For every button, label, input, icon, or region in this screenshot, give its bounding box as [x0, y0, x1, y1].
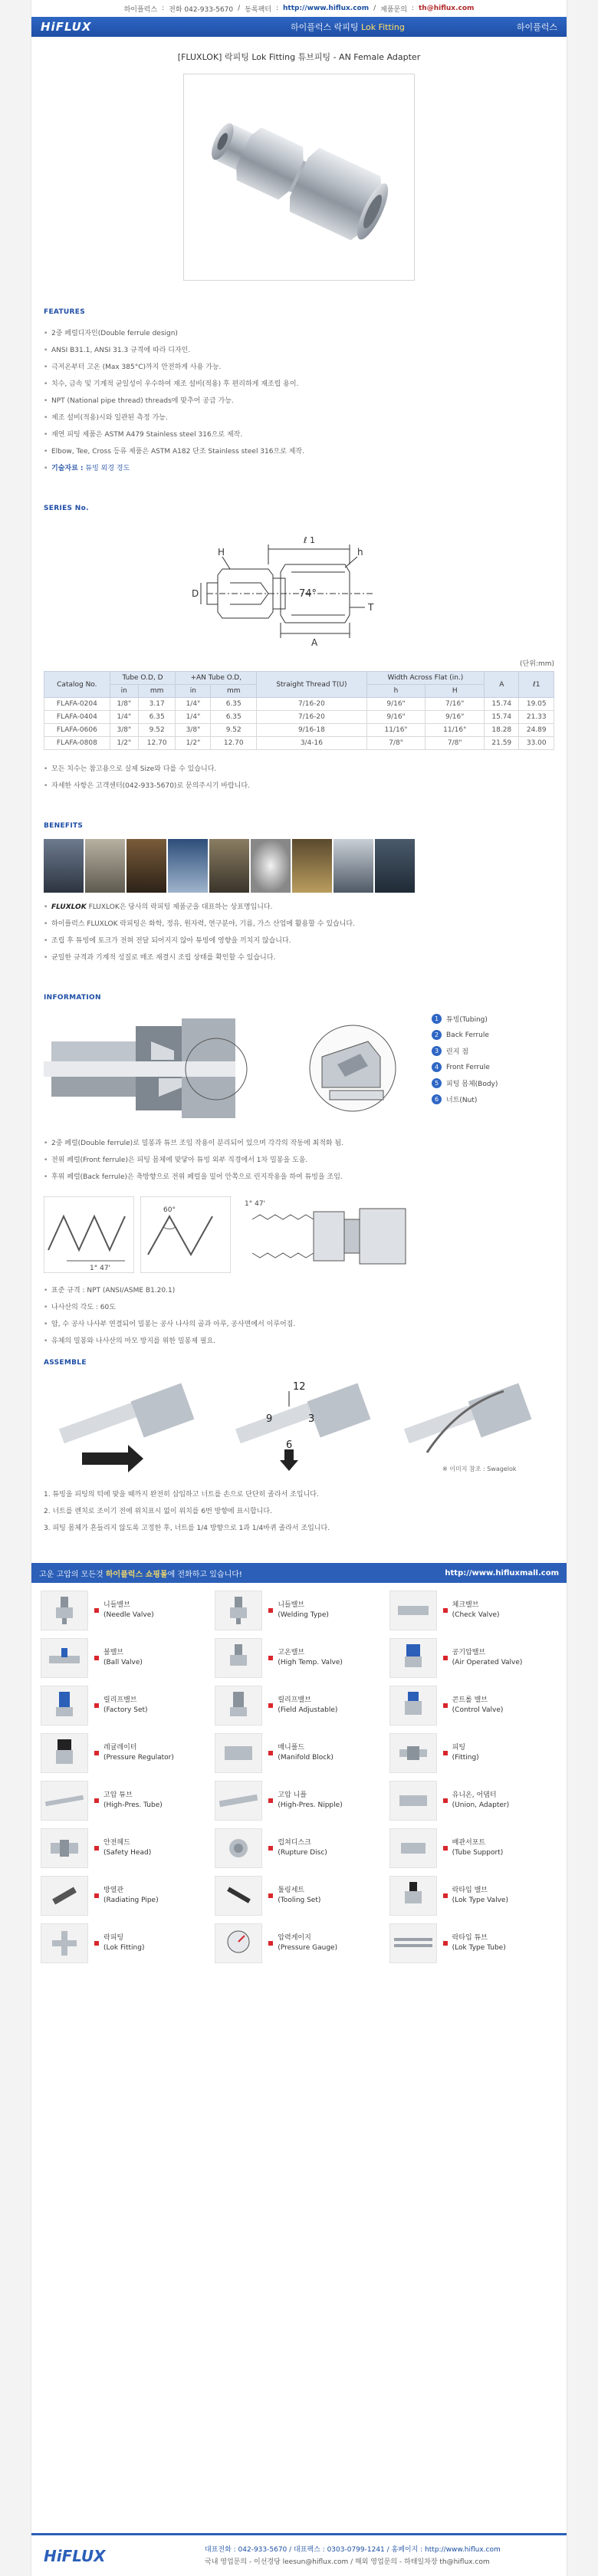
info-item: • 2중 페럴(Double ferrule)로 밀봉과 튜브 조임 작용이 분리되어 있으며 각각의 작동에 최적화 됨.	[44, 1135, 554, 1152]
product-tile[interactable]	[41, 1637, 209, 1679]
label-angle: 74°	[299, 588, 317, 600]
cell: 1/2"	[176, 737, 211, 750]
cell: 12.70	[138, 737, 176, 750]
red-marker-icon	[443, 1703, 448, 1708]
product-name: 방열관	[104, 1887, 124, 1894]
product-name-en: (Fitting)	[452, 1754, 479, 1762]
product-name-en: (Union, Adapter)	[452, 1801, 510, 1809]
assembly-steps-drawing	[44, 1376, 556, 1476]
angle-label-2: 60°	[163, 1206, 176, 1214]
cell: 11/16"	[366, 724, 426, 737]
product-tile[interactable]	[389, 1779, 557, 1822]
product-name-en: (High Temp. Valve)	[278, 1659, 343, 1666]
cell: 3/8"	[176, 724, 211, 737]
table-row	[44, 711, 554, 724]
cell: 9.52	[138, 724, 176, 737]
footer-contact: 대표전화 : 042-933-5670 / 대표팩스 : 0303-0799-1241 / 홈페이지 : http://www.hiflux.com	[205, 2545, 501, 2554]
red-marker-icon	[268, 1846, 273, 1851]
product-name-en: (Tooling Set)	[278, 1897, 321, 1904]
red-marker-icon	[268, 1703, 273, 1708]
spec-table	[44, 671, 554, 750]
feature-item: • 치수, 금속 및 기계적 균일성이 우수하여 재조 설비(적용) 후 편리하게 재조립 용이.	[44, 376, 554, 393]
product-name: 공기압밸브	[452, 1649, 486, 1656]
cell: 1/4"	[176, 711, 211, 724]
legend-number: 2	[432, 1030, 442, 1040]
th-an: +AN Tube O.D,	[176, 672, 257, 685]
table-row	[44, 698, 554, 711]
series-note: • 모든 치수는 참고용으로 실제 Size와 다를 수 있습니다.	[44, 761, 554, 778]
topbar-email-link[interactable]: th@hiflux.com	[419, 5, 475, 12]
assemble-step: 2. 너트를 렌치로 조이기 전에 위치표시 없이 위치를 6번 방향에 표시합니다.	[44, 1508, 272, 1515]
information-heading: INFORMATION	[44, 994, 101, 1002]
cell: 9/16-18	[257, 724, 367, 737]
label-H: H	[218, 547, 225, 558]
th-sub: in	[176, 685, 211, 698]
benefit-item: • 균일한 규격과 기계적 성질로 매조 재결시 조립 상태를 확인할 수 있습니다.	[44, 949, 554, 966]
option-value-link[interactable]: 튜빙 외경 경도	[85, 465, 130, 472]
cell: FLAFA-0808	[44, 737, 110, 750]
product-name-en: (Field Adjustable)	[278, 1706, 338, 1714]
legend-number: 3	[432, 1046, 442, 1056]
product-name: 니들밸브	[278, 1601, 305, 1609]
legend-label: 린지 점	[446, 1048, 468, 1056]
an-female-adapter-photo	[184, 74, 414, 280]
assemble-step: 3. 피팅 몸체가 흔들리지 않도록 고정한 후, 너트를 1/4 방향으로 1과 1/4바퀴 졸라서 조입니다.	[44, 1525, 330, 1532]
benefit-item	[44, 899, 554, 916]
product-name: 니들밸브	[104, 1601, 130, 1609]
cell: 24.89	[519, 724, 554, 737]
product-name-en: (Lok Type Tube)	[452, 1944, 506, 1952]
assemble-heading: ASSEMBLE	[44, 1359, 87, 1367]
product-name-en: (Pressure Regulator)	[104, 1754, 174, 1762]
red-marker-icon	[94, 1798, 99, 1803]
cell: FLAFA-0404	[44, 711, 110, 724]
red-marker-icon	[94, 1893, 99, 1898]
product-name: 배관서포트	[452, 1839, 486, 1847]
product-tile[interactable]	[215, 1874, 383, 1917]
product-thumbnail	[215, 1733, 262, 1773]
header-bar	[31, 17, 567, 37]
ferrule-detail-drawing	[307, 1011, 399, 1126]
th-l1: ℓ1	[519, 672, 554, 698]
red-marker-icon	[94, 1703, 99, 1708]
red-marker-icon	[268, 1751, 273, 1755]
product-name: 락타입 밸브	[452, 1887, 488, 1894]
cell: 6.35	[211, 711, 257, 724]
product-thumbnail	[389, 1781, 437, 1821]
product-tile[interactable]	[41, 1732, 209, 1775]
product-grid	[31, 1583, 567, 1971]
thread-60deg-drawing	[140, 1196, 231, 1273]
cell: 12.70	[211, 737, 257, 750]
cell: 33.00	[519, 737, 554, 750]
page-title: [FLUXLOK] 락피팅 Lok Fitting 튜브피팅 - AN Female Adapter	[177, 52, 421, 62]
product-name: 럽쳐디스크	[278, 1839, 311, 1847]
angle-label-1: 1° 47'	[90, 1265, 111, 1272]
product-name-en: (Rupture Disc)	[278, 1849, 327, 1857]
product-name-en: (Control Valve)	[452, 1706, 504, 1714]
benefit-text: FLUXLOK은 당사의 락피팅 제품군을 대표하는 상표명입니다.	[88, 903, 273, 911]
th-sub: h	[366, 685, 426, 698]
product-thumbnail	[389, 1686, 437, 1726]
product-tile[interactable]	[389, 1637, 557, 1679]
cell: 7/8"	[426, 737, 485, 750]
info-item: • 후위 페럴(Back ferrule)은 축방향으로 전위 페럴을 밀어 안쪽으로 린지작용을 하여 튜빙을 조임.	[44, 1169, 554, 1186]
product-name-en: (Tube Support)	[452, 1849, 504, 1857]
th-catalog: Catalog No.	[44, 672, 110, 698]
product-tile[interactable]	[215, 1827, 383, 1870]
npt-fitting-drawing	[237, 1196, 421, 1273]
product-name: 안전헤드	[104, 1839, 130, 1847]
features-heading: FEATURES	[44, 308, 85, 316]
cell: 3/8"	[110, 724, 138, 737]
product-thumbnail	[41, 1686, 88, 1726]
product-thumbnail	[389, 1828, 437, 1868]
red-marker-icon	[94, 1751, 99, 1755]
red-marker-icon	[443, 1846, 448, 1851]
product-tile[interactable]	[389, 1827, 557, 1870]
legend-number: 6	[432, 1094, 442, 1104]
label-A: A	[311, 637, 318, 648]
feature-item: • ANSI B31.1, ANSI 31.3 규격에 따라 디자인.	[44, 342, 554, 359]
cell: 9.52	[211, 724, 257, 737]
product-thumbnail	[389, 1638, 437, 1678]
product-thumbnail	[41, 1591, 88, 1630]
banner-brand: 하이플럭스 쇼핑몰	[105, 1570, 168, 1579]
product-tile[interactable]	[389, 1732, 557, 1775]
red-marker-icon	[268, 1893, 273, 1898]
product-name: 고온밸브	[278, 1649, 305, 1656]
cell: 1/8"	[110, 698, 138, 711]
cell: 7/16-20	[257, 711, 367, 724]
th-sub: H	[426, 685, 485, 698]
cell: 9/16"	[426, 711, 485, 724]
red-marker-icon	[443, 1893, 448, 1898]
product-thumbnail	[215, 1638, 262, 1678]
product-name: 콘트롤 밸브	[452, 1696, 488, 1704]
topbar-brand: 하이플럭스	[123, 5, 158, 14]
thread-item: • 나사산의 각도 : 60도	[44, 1299, 554, 1316]
assemble-section	[31, 1359, 567, 1537]
thread-item: • 유체의 밀봉와 나사산의 마모 방지를 위한 밀봉제 필요.	[44, 1333, 554, 1350]
mall-url-link[interactable]: http://www.hifluxmall.com	[445, 1568, 559, 1578]
legend-item	[432, 1027, 554, 1043]
th-waf: Width Across Flat (in.)	[366, 672, 484, 685]
th-sub: mm	[138, 685, 176, 698]
cell: 3.17	[138, 698, 176, 711]
series-section	[31, 505, 567, 795]
product-name-en: (Air Operated Valve)	[452, 1659, 523, 1666]
product-name: 락피팅	[104, 1934, 124, 1942]
cell: 9/16"	[366, 711, 426, 724]
cell: 15.74	[485, 698, 519, 711]
legend-item	[432, 1059, 554, 1075]
cell: 7/16-20	[257, 698, 367, 711]
component-legend	[432, 1011, 554, 1107]
red-marker-icon	[268, 1798, 273, 1803]
product-name: 피팅	[452, 1744, 466, 1752]
label-h: h	[357, 547, 363, 558]
footer-logo[interactable]: HiFLUX	[44, 2546, 106, 2565]
page	[31, 0, 567, 2576]
cell: FLAFA-0204	[44, 698, 110, 711]
product-image	[183, 74, 415, 281]
product-name: 고압 튜브	[104, 1791, 133, 1799]
thread-item: • 표준 규격 : NPT (ANSI/ASME B1.20.1)	[44, 1282, 554, 1299]
product-name-en: (Radiating Pipe)	[104, 1897, 159, 1904]
product-thumbnail	[215, 1781, 262, 1821]
product-thumbnail	[215, 1828, 262, 1868]
header-brand-link[interactable]: 하이플럭스	[516, 22, 557, 32]
benefit-item: • 하이플럭스 FLUXLOK 락피팅은 화학, 정유, 원자력, 연구분야, 기름, 가스 산업에 활용할 수 있습니다.	[44, 916, 554, 933]
product-thumbnail	[215, 1876, 262, 1916]
information-section	[31, 994, 567, 1350]
label-D: D	[192, 588, 199, 599]
product-tile[interactable]	[389, 1684, 557, 1727]
red-marker-icon	[268, 1608, 273, 1613]
footer	[31, 2533, 567, 2576]
product-tile[interactable]	[41, 1922, 209, 1965]
cell: 1/4"	[110, 711, 138, 724]
dimension-drawing	[192, 521, 406, 652]
product-thumbnail	[41, 1876, 88, 1916]
benefits-heading: BENEFITS	[44, 822, 84, 830]
th-tube: Tube O.D, D	[110, 672, 176, 685]
cell: 7/16"	[426, 698, 485, 711]
product-name-en: (High-Pres. Nipple)	[278, 1801, 343, 1809]
th-thread: Straight Thread T(U)	[257, 672, 367, 698]
th-sub: in	[110, 685, 138, 698]
product-name: 릴리프밸브	[278, 1696, 311, 1704]
legend-label: 튜빙(Tubing)	[446, 1016, 488, 1024]
product-tile[interactable]	[215, 1779, 383, 1822]
product-tile[interactable]	[41, 1589, 209, 1632]
product-name-en: (Factory Set)	[104, 1706, 148, 1714]
product-name-en: (Welding Type)	[278, 1611, 329, 1619]
topbar-url-link[interactable]: http://www.hiflux.com	[283, 5, 370, 12]
product-tile[interactable]	[215, 1589, 383, 1632]
clock-9: 9	[266, 1413, 273, 1425]
legend-number: 5	[432, 1078, 442, 1088]
benefits-section	[31, 822, 567, 966]
legend-item	[432, 1011, 554, 1027]
product-name-en: (Safety Head)	[104, 1849, 152, 1857]
product-name-en: (Lok Type Valve)	[452, 1897, 508, 1904]
label-l1: ℓ 1	[304, 535, 316, 545]
cell: 3/4-16	[257, 737, 367, 750]
industry-photo	[127, 839, 166, 893]
legend-item	[432, 1091, 554, 1107]
topbar-fax: 동록팩터	[245, 5, 271, 14]
legend-label: Front Ferrule	[446, 1063, 490, 1071]
product-tile[interactable]	[215, 1684, 383, 1727]
red-marker-icon	[94, 1656, 99, 1660]
red-marker-icon	[443, 1798, 448, 1803]
option-label: 기술자료 :	[51, 465, 84, 472]
cell: 18.28	[485, 724, 519, 737]
legend-item	[432, 1075, 554, 1091]
product-thumbnail	[389, 1733, 437, 1773]
red-marker-icon	[94, 1846, 99, 1851]
clock-6: 6	[286, 1439, 293, 1451]
unit-label: (단위:mm)	[520, 660, 554, 668]
industry-photo	[209, 839, 249, 893]
industry-photo	[292, 839, 332, 893]
benefit-item: • 조립 후 튜빙에 토크가 전혀 전달 되어지지 않아 튜빙에 영향을 끼치지 않습니다.	[44, 933, 554, 949]
series-heading: SERIES No.	[44, 505, 89, 512]
cell: 19.05	[519, 698, 554, 711]
clock-3: 3	[308, 1413, 315, 1425]
product-name: 레귤레이터	[104, 1744, 137, 1752]
product-thumbnail	[215, 1591, 262, 1630]
cell: 6.35	[211, 698, 257, 711]
breadcrumb-category[interactable]: 하이플럭스 락피팅	[291, 22, 359, 32]
product-name: 유니온, 어댑터	[452, 1791, 497, 1799]
product-name: 고압 니플	[278, 1791, 307, 1799]
banner-prefix: 고운 고압의 모든것	[39, 1570, 104, 1579]
product-name-en: (Manifold Block)	[278, 1754, 334, 1762]
product-tile[interactable]	[41, 1827, 209, 1870]
cell: 21.59	[485, 737, 519, 750]
product-name-en: (Needle Valve)	[104, 1611, 154, 1619]
product-name-en: (Pressure Gauge)	[278, 1944, 338, 1952]
product-tile[interactable]	[41, 1779, 209, 1822]
topbar-inquiry: 제품문의	[380, 5, 407, 14]
table-row	[44, 724, 554, 737]
angle-label-3: 1° 47'	[245, 1200, 266, 1208]
product-tile[interactable]	[389, 1922, 557, 1965]
product-thumbnail	[41, 1828, 88, 1868]
product-tile[interactable]	[389, 1589, 557, 1632]
product-name: 볼밸브	[104, 1649, 124, 1656]
industry-photo	[334, 839, 373, 893]
product-tile[interactable]	[41, 1684, 209, 1727]
cell: 21.33	[519, 711, 554, 724]
product-thumbnail	[41, 1781, 88, 1821]
series-note: • 자세한 사항은 고객센터(042-933-5670)로 문의주시기 바랍니다.	[44, 778, 554, 795]
feature-item: • 제조 설비(적용)시와 일관된 측정 가능.	[44, 410, 554, 426]
image-source: ※ 이미지 참조 : Swagelok	[442, 1466, 517, 1472]
industry-photo	[168, 839, 208, 893]
info-item: • 전위 페럴(Front ferrule)은 피팅 몸체에 맞닿아 튜빙 외부 직경에서 1차 밀봉을 도움.	[44, 1152, 554, 1169]
red-marker-icon	[443, 1751, 448, 1755]
product-tile[interactable]	[389, 1874, 557, 1917]
ferrule-section-drawing	[44, 1011, 274, 1126]
breadcrumb	[179, 21, 517, 33]
feature-item: • Elbow, Tee, Cross 등류 제품은 ASTM A182 단조 Stainless steel 316으로 제작.	[44, 443, 554, 460]
cell: 1/4"	[176, 698, 211, 711]
cell: FLAFA-0606	[44, 724, 110, 737]
product-name: 압력게이지	[278, 1934, 311, 1942]
legend-label: Back Ferrule	[446, 1031, 489, 1039]
cell: 11/16"	[426, 724, 485, 737]
product-name: 툴링세트	[278, 1887, 305, 1894]
banner-suffix: 에 전화하고 있습니다!	[167, 1570, 242, 1579]
cell: 15.74	[485, 711, 519, 724]
product-thumbnail	[215, 1923, 262, 1963]
industry-photo	[251, 839, 291, 893]
product-thumbnail	[41, 1733, 88, 1773]
legend-number: 4	[432, 1062, 442, 1072]
hiflux-logo[interactable]: HiFLUX	[41, 20, 92, 34]
red-marker-icon	[443, 1656, 448, 1660]
red-marker-icon	[443, 1608, 448, 1613]
industry-photo	[85, 839, 125, 893]
breadcrumb-current: Lok Fitting	[361, 22, 405, 32]
product-thumbnail	[389, 1876, 437, 1916]
legend-item	[432, 1043, 554, 1059]
product-thumbnail	[215, 1686, 262, 1726]
product-tile[interactable]	[215, 1732, 383, 1775]
legend-label: 피팅 몸체(Body)	[446, 1081, 498, 1088]
product-thumbnail	[389, 1591, 437, 1630]
assemble-step: 1. 튜빙을 피팅의 턱에 맞을 때까지 완전히 삽입하고 너트를 손으로 단단히 졸라서 조입니다.	[44, 1491, 319, 1499]
feature-item: • 극저온부터 고온 (Max 385°C)까지 안전하게 사용 가능.	[44, 359, 554, 376]
th-a: A	[485, 672, 519, 698]
footer-sales-contact: 국내 영업문의 - 이선경당 leesun@hiflux.com / 해외 영업문의 - 하태일차장 th@hiflux.com	[205, 2558, 490, 2566]
product-name: 락타입 튜브	[452, 1934, 488, 1942]
clock-12: 12	[293, 1381, 306, 1393]
red-marker-icon	[443, 1941, 448, 1946]
red-marker-icon	[94, 1608, 99, 1613]
product-tile[interactable]	[215, 1922, 383, 1965]
product-tile[interactable]	[215, 1637, 383, 1679]
features-section	[31, 308, 567, 477]
feature-item: • 2중 페럴디자인(Double ferrule design)	[44, 325, 554, 342]
table-row	[44, 737, 554, 750]
red-marker-icon	[94, 1941, 99, 1946]
label-T: T	[368, 602, 374, 613]
feature-option	[44, 460, 554, 477]
fluxlok-brand: FLUXLOK	[51, 903, 87, 911]
product-tile[interactable]	[41, 1874, 209, 1917]
product-name-en: (Ball Valve)	[104, 1659, 143, 1666]
red-marker-icon	[268, 1941, 273, 1946]
th-sub: mm	[211, 685, 257, 698]
industry-photo	[44, 839, 84, 893]
industry-photo-strip	[44, 839, 554, 893]
product-name: 체크밸브	[452, 1601, 479, 1609]
product-thumbnail	[41, 1638, 88, 1678]
product-thumbnail	[41, 1923, 88, 1963]
mall-banner[interactable]	[31, 1563, 567, 1583]
legend-label: 너트(Nut)	[446, 1097, 478, 1104]
thread-item: • 암, 수 공사 나사부 연결되어 밀봉는 공사 나사의 골과 아루, 공사면에서 이루어짐.	[44, 1316, 554, 1333]
legend-number: 1	[432, 1014, 442, 1024]
topbar-phone: 전화 042-933-5670	[169, 5, 234, 14]
cell: 7/8"	[366, 737, 426, 750]
feature-item: • 재연 피팅 제품은 ASTM A479 Stainless steel 316으로 제작.	[44, 426, 554, 443]
cell: 9/16"	[366, 698, 426, 711]
product-name: 매니폴드	[278, 1744, 305, 1752]
product-name: 릴리프밸브	[104, 1696, 137, 1704]
product-name-en: (Check Valve)	[452, 1611, 500, 1619]
feature-item: • NPT (National pipe thread) threads에 맞추어 공급 가능.	[44, 393, 554, 410]
product-name-en: (High-Pres. Tube)	[104, 1801, 163, 1809]
top-strip: 하이플럭스 : 전화 042-933-5670 / 동록팩터 : http://www.hiflux.com / 제품문의 : th@hiflux.com	[123, 5, 475, 14]
product-name-en: (Lok Fitting)	[104, 1944, 145, 1952]
cell: 1/2"	[110, 737, 138, 750]
red-marker-icon	[268, 1656, 273, 1660]
cell: 6.35	[138, 711, 176, 724]
thread-angle-drawing	[44, 1196, 134, 1273]
industry-photo	[375, 839, 415, 893]
product-thumbnail	[389, 1923, 437, 1963]
